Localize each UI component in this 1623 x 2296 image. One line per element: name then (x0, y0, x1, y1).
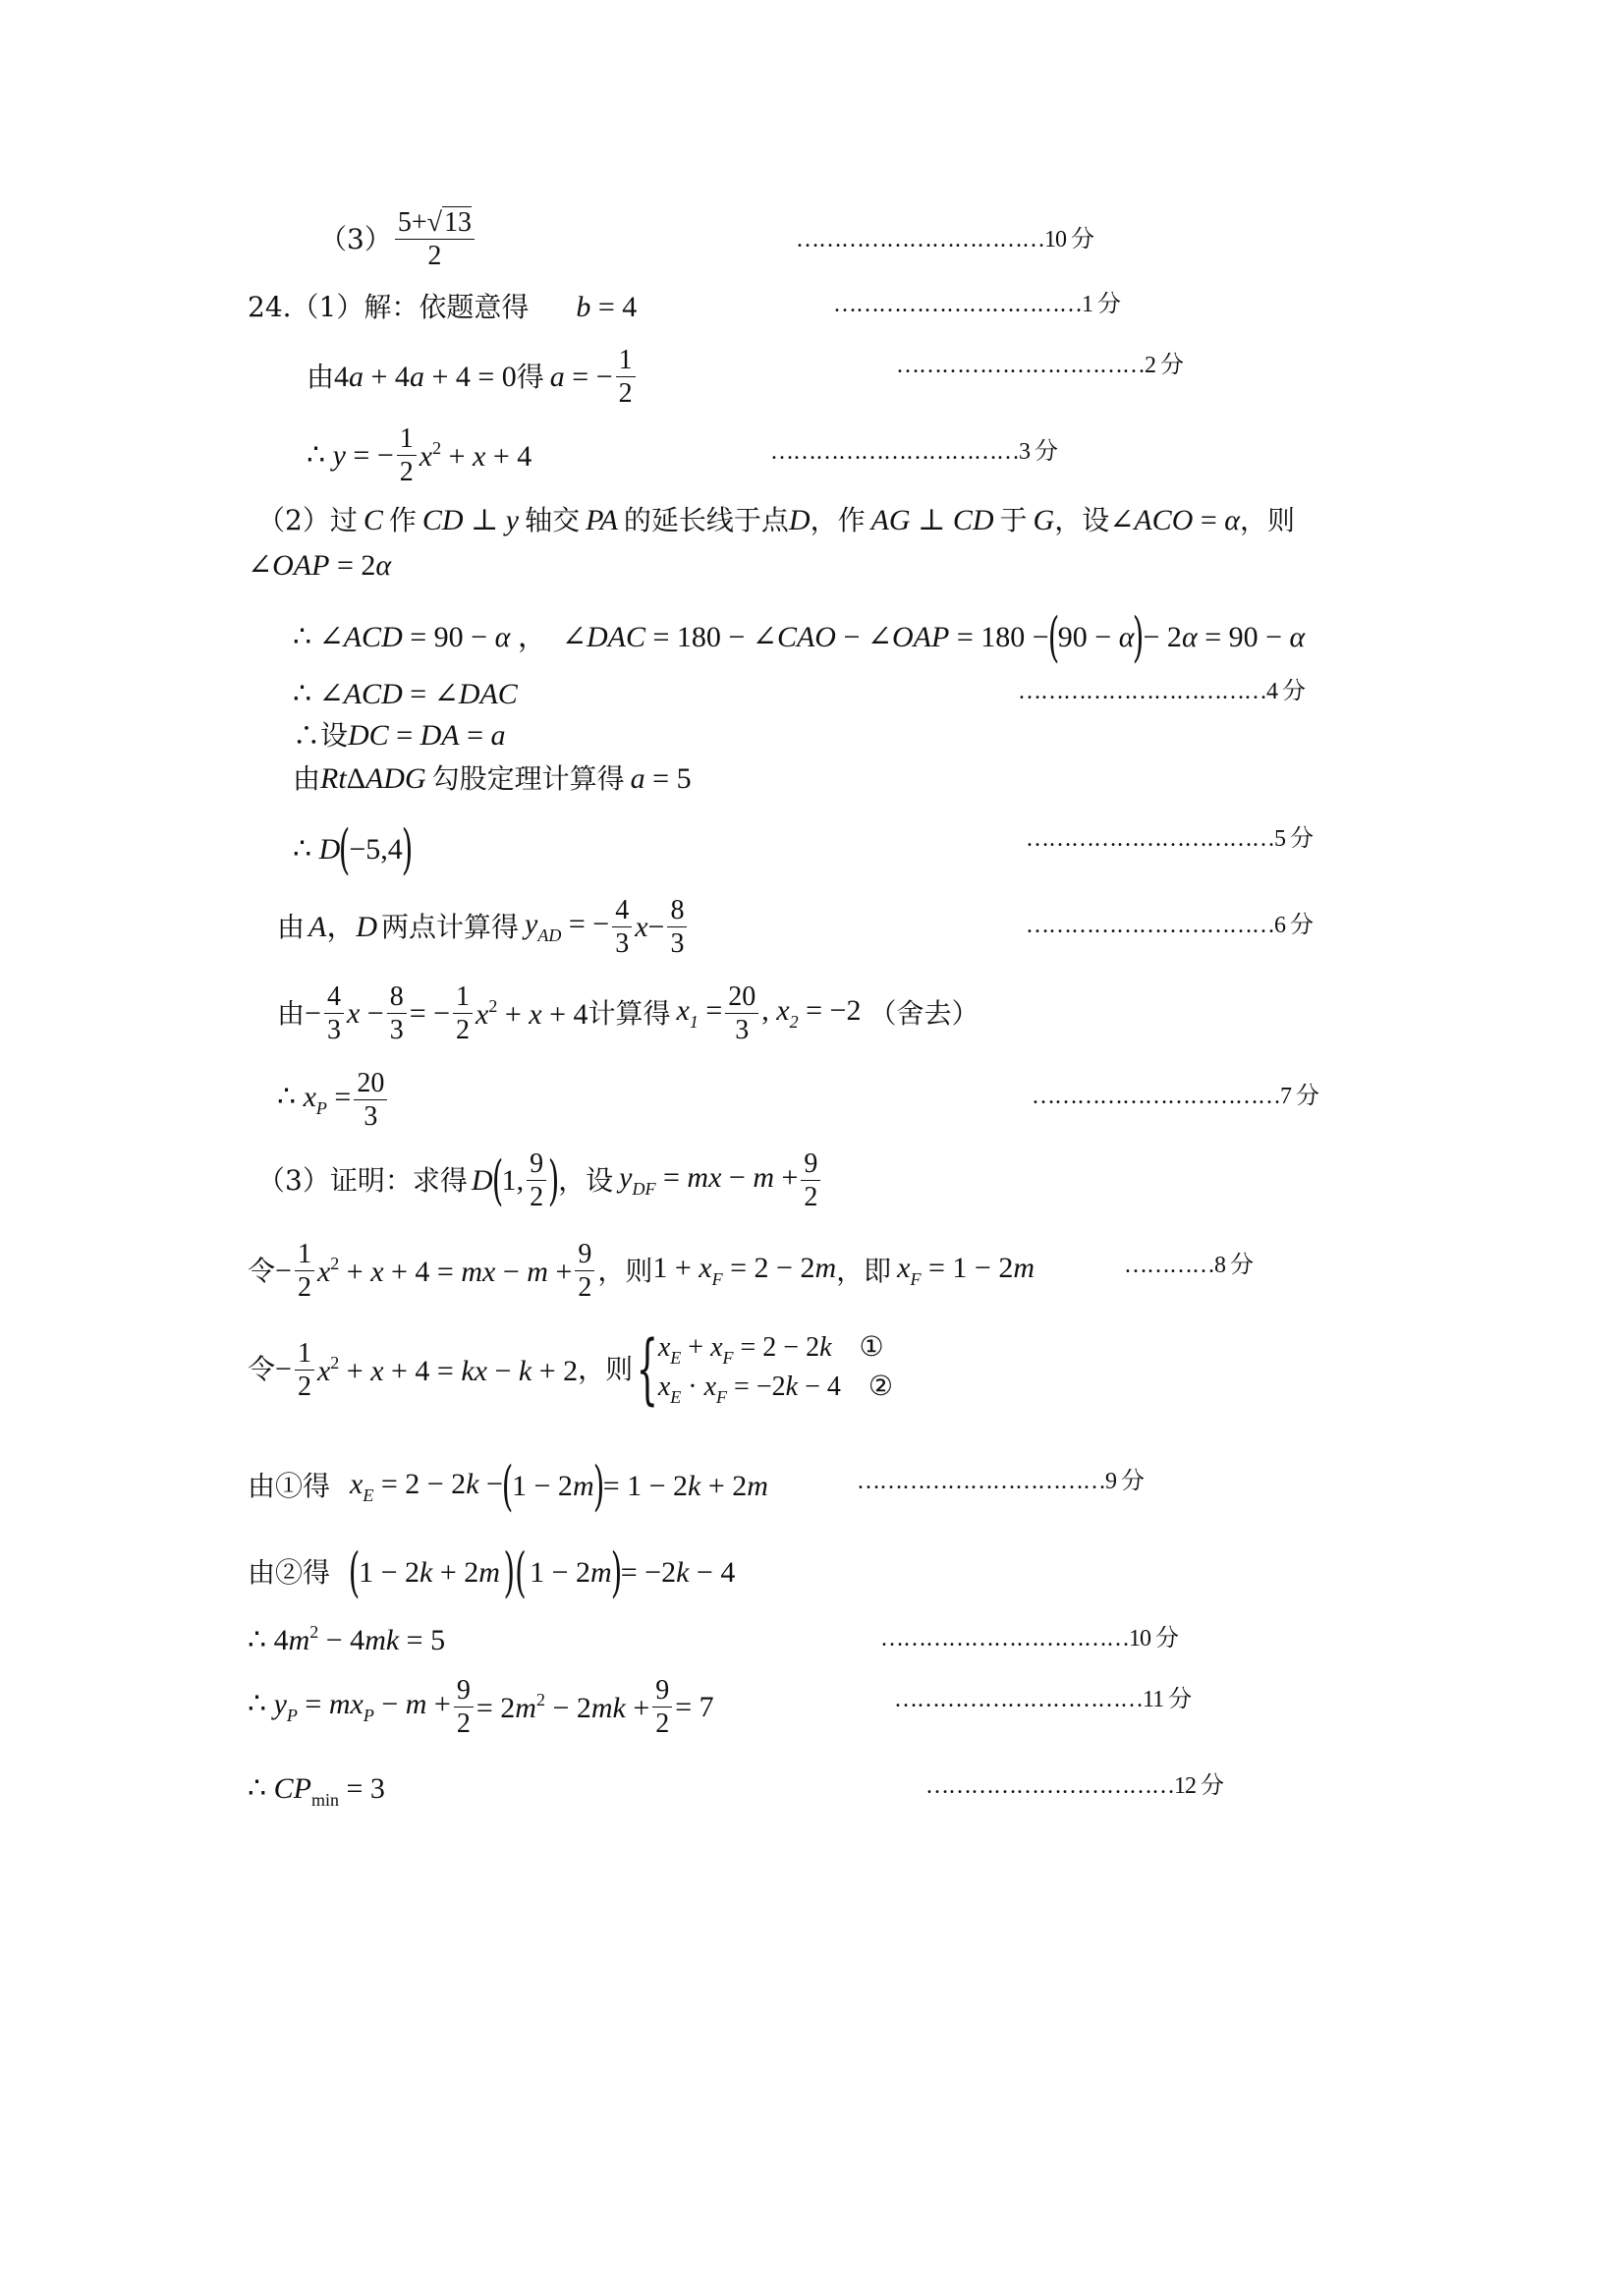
formula: ∴ y = − (307, 438, 394, 472)
fraction: $\frac{1}{2}$ (295, 1240, 314, 1303)
text: 轴交 (525, 504, 581, 536)
formula: = −2k − 4 (620, 1556, 736, 1589)
line-part3-proof (257, 1149, 823, 1212)
formula: AG ⊥ CD (870, 504, 994, 536)
formula: ∴ ∠ACD = 90 − α ， ∠DAC = 180 − ∠CAO − ∠OAP = 180 − (293, 621, 1049, 653)
formula: $x_1$ = (676, 994, 723, 1033)
paren: ( (491, 1148, 503, 1211)
text: 24.（1）解：依题意得 (248, 291, 530, 323)
circle-2: ② (867, 1372, 893, 1403)
formula: $x^2 + x + 4$ (476, 996, 588, 1032)
formula: a = 5 (630, 762, 692, 795)
formula: 90 − α (1057, 621, 1135, 653)
text: ，即 (836, 1254, 892, 1287)
score-4: ……………………………4 分 (1018, 679, 1305, 704)
formula: $x_E = 2 - 2k$ − (350, 1467, 503, 1505)
formula: a = − (549, 360, 613, 393)
line-angles (293, 606, 1306, 668)
line-xe (248, 1455, 768, 1517)
text: ，设 (1054, 504, 1110, 536)
paren: ( (1047, 606, 1060, 668)
fraction: $\frac{4}{3}$ (612, 896, 632, 959)
line-acd-dac (293, 680, 518, 709)
line-solve-a (307, 346, 639, 409)
text: 由 (277, 910, 306, 943)
fraction: $\frac{8}{3}$ (667, 896, 687, 959)
line-part3-answer (319, 208, 477, 271)
equation-system: $x_E + x_F = 2 - 2k$ ① $x_E \cdot x_F = -2k - 4$ ② (657, 1332, 893, 1408)
var: C (363, 504, 383, 536)
paren: ) (592, 1455, 604, 1517)
score-3: ……………………………3 分 (770, 439, 1057, 465)
formula: $x_F = 1 - 2m$ (897, 1252, 1035, 1290)
formula: = 1 − 2k + 2m (602, 1470, 768, 1502)
line-product (248, 1541, 736, 1603)
text: （舍去） (868, 996, 979, 1030)
paren: ( (348, 1541, 361, 1603)
text: 由 (277, 996, 306, 1030)
fraction: $\frac{20}{3}$ (354, 1069, 387, 1132)
line-24-1 (248, 293, 637, 322)
fraction: $\frac{9}{2}$ (454, 1676, 474, 1739)
formula: ∴ ∠ACD = ∠DAC (293, 678, 518, 710)
text: 的延长线于点 (623, 504, 789, 536)
line-pythag (293, 764, 692, 794)
line-intersection (277, 982, 979, 1045)
line-xp (277, 1069, 390, 1132)
fraction: $\frac{1}{2}$ (295, 1339, 314, 1402)
formula: $x^2 + x + 4$ = kx − k + 2 (316, 1352, 579, 1387)
text: 勾股定理计算得 (431, 762, 625, 795)
formula: ∴ $4m^2 - 4mk = 5$ (248, 1622, 446, 1656)
line-xf (248, 1240, 1035, 1303)
var: PA (586, 504, 618, 536)
text: 令 (248, 1254, 276, 1287)
paren: ( (501, 1455, 514, 1517)
paren: )( (503, 1541, 527, 1603)
fraction: $\frac{20}{3}$ (725, 982, 758, 1045)
score-8: …………8 分 (1124, 1253, 1253, 1278)
text: 由②得 (248, 1556, 331, 1589)
formula: 1 − 2k + 2m (359, 1556, 500, 1589)
formula: = − (409, 996, 451, 1030)
text: ，则 (597, 1254, 653, 1287)
formula: −5,4 (349, 833, 403, 866)
formula: A，D (308, 910, 378, 943)
line-yad (277, 896, 690, 959)
var: G (1033, 504, 1055, 536)
formula: ∴ $CP_{min} = 3$ (248, 1772, 385, 1810)
text: 令 (248, 1353, 276, 1386)
formula: $x^2 + x + 4$ (419, 438, 532, 474)
formula: CD ⊥ y (421, 504, 520, 536)
paren: ) (610, 1541, 623, 1603)
line-4m2 (248, 1623, 445, 1655)
fraction: $\frac{1}{2}$ (453, 982, 473, 1045)
brace: { (636, 1325, 659, 1415)
fraction: $\frac{9}{2}$ (575, 1240, 594, 1303)
text: 作 (388, 504, 417, 536)
formula: 1, (501, 1163, 525, 1197)
score-12: ……………………………12 分 (925, 1773, 1223, 1799)
label: （3） (319, 222, 392, 255)
formula: $x^2 + x + 4$ = mx − m + (316, 1254, 573, 1289)
formula: 1 − 2m (530, 1556, 612, 1589)
score-2: ……………………………2 分 (896, 353, 1183, 378)
text: 由 (307, 360, 335, 393)
formula: ∴ $y_P = mx_P - m$ + (248, 1688, 451, 1726)
formula: DC = DA = a (348, 719, 506, 752)
formula: x − (346, 996, 384, 1030)
text: ，设 (558, 1163, 614, 1197)
text: （3）证明：求得 (257, 1163, 468, 1197)
text: ，则 (578, 1353, 634, 1386)
formula: ∴ $x_P$ = (277, 1081, 352, 1119)
text: 于 (999, 504, 1028, 536)
formula: ∠ACO = α (1109, 504, 1241, 536)
formula: 1 − 2m (512, 1470, 594, 1502)
score-6: ……………………………6 分 (1026, 913, 1313, 938)
formula: $y_{DF}$ = mx − m + (619, 1161, 799, 1200)
score-10: ……………………………10 分 (796, 227, 1093, 252)
var: D (471, 1163, 493, 1197)
formula: − 2α = 90 − α (1143, 621, 1306, 653)
score-9: ……………………………9 分 (857, 1469, 1144, 1494)
text: 由①得 (248, 1470, 331, 1502)
circle-1: ① (859, 1332, 884, 1363)
formula: b = 4 (576, 291, 638, 323)
score-11: ……………………………11 分 (894, 1687, 1192, 1712)
text: ，作 (810, 504, 866, 536)
formula: , $x_2 = -2$ (761, 994, 862, 1033)
paren: ) (1133, 606, 1145, 668)
formula: ∴ D (293, 833, 341, 866)
fraction: $\frac{9}{2}$ (801, 1149, 820, 1212)
line-part2-intro (257, 506, 1295, 535)
formula: − (647, 910, 665, 943)
fraction: $\frac{1}{2}$ (397, 424, 417, 487)
paren: ) (547, 1148, 560, 1211)
fraction: $\frac{1}{2}$ (616, 346, 636, 409)
line-parabola (307, 424, 532, 487)
fraction: $\frac{8}{3}$ (387, 982, 407, 1045)
score-10b: ……………………………10 分 (880, 1626, 1178, 1652)
formula: − (275, 1254, 292, 1287)
fraction: $\frac{4}{3}$ (324, 982, 344, 1045)
text: （2）过 (257, 504, 358, 536)
fraction: $\frac{9}{2}$ (652, 1676, 672, 1739)
score-1: ……………………………1 分 (833, 292, 1120, 317)
line-yp (248, 1676, 714, 1739)
formula: − (275, 1353, 292, 1386)
line-point-d (293, 818, 414, 880)
text: ，则 (1240, 504, 1296, 536)
line-dc-da (293, 721, 506, 751)
formula: ∠OAP = 2α (248, 549, 392, 582)
formula: − (305, 996, 321, 1030)
score-5: ……………………………5 分 (1026, 826, 1313, 852)
text: 由 (293, 762, 321, 795)
var: x (635, 910, 648, 943)
line-system (248, 1325, 893, 1415)
line-cpmin (248, 1774, 385, 1809)
formula: $1 + x_F = 2 - 2m$ (652, 1252, 837, 1290)
formula: = $2m^2 - 2mk$ + (476, 1690, 650, 1725)
text: ∴设 (293, 719, 349, 752)
text: 得 (516, 360, 544, 393)
var: D (788, 504, 811, 536)
formula: = 7 (675, 1690, 714, 1723)
text: 两点计算得 (381, 910, 520, 943)
fraction: $\frac{5+√13}{2}$ (395, 208, 475, 271)
fraction: $\frac{9}{2}$ (527, 1149, 546, 1212)
formula: $y_{AD}$ = − (525, 908, 610, 946)
formula: RtΔADG (320, 762, 426, 795)
formula: 4a + 4a + 4 = 0 (334, 360, 517, 393)
text: 计算得 (588, 996, 671, 1030)
paren: ( (339, 818, 351, 880)
paren: ) (401, 818, 414, 880)
line-oap (248, 551, 391, 581)
score-7: ……………………………7 分 (1032, 1084, 1318, 1109)
